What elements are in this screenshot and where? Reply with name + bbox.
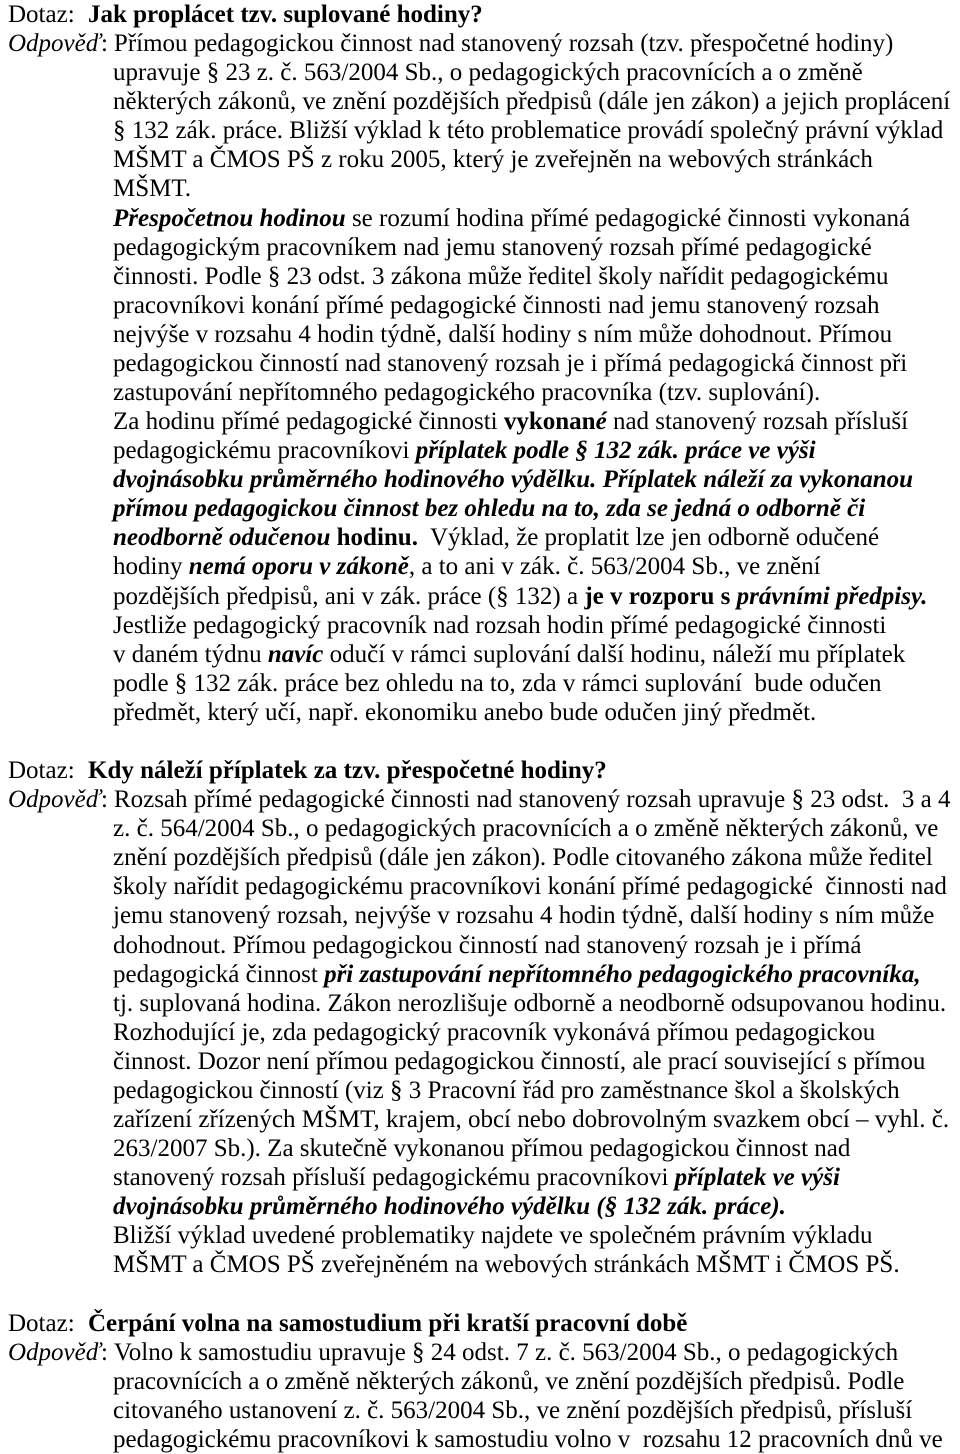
answer-text: 263/2007 Sb.). Za skutečně vykonanou přímou pedagogickou činnost nad [113,1135,851,1163]
answer-text: pedagogickému pracovníkovi k samostudiu volno v rozsahu 12 pracovních dnů ve [113,1425,943,1453]
answer-label-colon: : [100,786,108,814]
answer-line [0,262,960,291]
answer-text: pedagogickým pracovníkem nad jemu stanovený rozsah přímé pedagogické [113,233,872,261]
answer-text: v daném týdnu [113,640,268,668]
answer-line [0,552,960,581]
answer-text: Volno k samostudiu upravuje § 24 odst. 7 z. č. 563/2004 Sb., o pedagogických [113,1338,899,1366]
answer-text: z. č. 564/2004 Sb., o pedagogických pracovnících a o změně některých zákonů, ve [113,815,939,843]
answer-label: Odpověď [8,30,101,58]
answer-text: předmět, který učí, např. ekonomiku anebo bude odučen jiný předmět. [113,698,817,726]
emphasized-text: příplatek ve výši [674,1164,840,1192]
answer-text: zastupování nepřítomného pedagogického pracovníka (tzv. suplování). [113,379,821,407]
qa-section [0,756,960,1279]
answer-text: se rozumí hodina přímé pedagogické činnosti vykonaná [345,204,911,232]
answer-line [0,378,960,407]
emphasized-text: při zastupování nepřítomného pedagogického pracovníka, [324,960,921,988]
answer-line [0,843,960,872]
question-label: Dotaz: [8,1,75,28]
emphasized-text: dvojnásobku průměrného hodinového výdělku (§ 132 zák. práce). [113,1193,786,1221]
answer-text: MŠMT. [113,175,192,203]
answer-line [0,407,960,436]
answer-text: dohodnout. Přímou pedagogickou činností nad stanovený rozsah je i přímá [113,931,862,959]
answer-line [0,669,960,698]
answer-line [0,931,960,960]
answer-text: zařízení zřízených MŠMT, krajem, obcí nebo dobrovolným svazkem obcí – vyhl. č. [113,1105,950,1133]
answer-text: Přímou pedagogickou činnost nad stanovený rozsah (tzv. přespočetné hodiny) [113,30,894,58]
answer-line [0,87,960,116]
emphasized-text: navíc [267,640,324,668]
answer-first-line [0,1338,960,1367]
answer-text: pracovnících a o změně některých zákonů, ve znění pozdějších předpisů. Podle [113,1367,905,1395]
answer-text: nad stanovený rozsah přísluší [606,408,909,436]
question-label: Dotaz: [8,757,75,785]
answer-label: Odpověď [8,1338,101,1366]
qa-section [0,1309,960,1454]
answer-line [0,349,960,378]
answer-text: Jestliže pedagogický pracovník nad rozsah hodin přímé pedagogické činnosti [113,611,887,639]
emphasized-text: nemá oporu v zákoně [188,553,409,581]
answer-text: pedagogická činnost [113,960,325,988]
answer-line [0,1425,960,1454]
answer-text: , a to ani v zák. č. 563/2004 Sb., ve znění [408,553,821,581]
answer-line [0,1163,960,1192]
answer-text: Výklad, že proplatit lze jen odborně odučené [417,524,880,552]
answer-line [0,1076,960,1105]
answer-line [0,814,960,843]
answer-first-line [0,29,960,58]
answer-line [0,320,960,349]
answer-text: školy nařídit pedagogickému pracovníkovi konání přímé pedagogické činnosti nad [113,873,947,901]
answer-line [0,1221,960,1250]
answer-text: Rozhodující je, zda pedagogický pracovník vykonává přímou pedagogickou [113,1018,876,1046]
answer-line [0,1396,960,1425]
answer-text: činnost. Dozor není přímou pedagogickou činností, ale prací související s přímou [113,1047,926,1075]
answer-line [0,233,960,262]
answer-line [0,1134,960,1163]
answer-text: hodiny [113,553,189,581]
answer-text: pedagogickému pracovníkovi [113,437,416,465]
question-label: Dotaz: [8,1309,75,1337]
answer-text: některých zákonů, ve znění pozdějších předpisů (dále jen zákon) a jejich proplácení [113,88,951,116]
answer-label-colon: : [100,30,108,58]
answer-line [0,494,960,523]
answer-text: pracovníkovi konání přímé pedagogické činnosti nad jemu stanovený rozsah [113,291,880,319]
answer-line [0,611,960,640]
answer-first-line [0,785,960,814]
question-line [0,0,960,29]
question-line [0,1309,960,1338]
question-text: Jak proplácet tzv. suplované hodiny? [88,1,483,28]
emphasized-text: dvojnásobku průměrného hodinového výdělku. Příplatek náleží za vykonanou [113,466,914,494]
answer-text: Rozsah přímé pedagogické činnosti nad stanovený rozsah upravuje § 23 odst. 3 a 4 [113,786,951,814]
answer-text: MŠMT a ČMOS PŠ z roku 2005, který je zveřejněn na webových stránkách [113,146,873,174]
emphasized-text: é [595,408,607,436]
answer-text: odučí v rámci suplování další hodinu, náleží mu příplatek [323,640,906,668]
answer-line [0,960,960,989]
answer-line [0,989,960,1018]
answer-text: nejvýše v rozsahu 4 hodin týdně, další hodiny s ním může dohodnout. Přímou [113,320,893,348]
answer-line [0,1018,960,1047]
answer-text: stanovený rozsah přísluší pedagogickému pracovníkovi [113,1164,675,1192]
answer-line [0,523,960,552]
answer-text: jemu stanovený rozsah, nejvýše v rozsahu 4 hodin týdně, další hodiny s ním může [113,902,935,930]
answer-text: Bližší výklad uvedené problematiky najdete ve společném právním výkladu [113,1222,873,1250]
answer-line [0,174,960,203]
answer-text: pozdějších předpisů, ani v zák. práce (§ 132) a [113,582,585,610]
answer-text: § 132 zák. práce. Bližší výklad k této problematice provádí společný právní výklad [113,117,944,145]
answer-line [0,1250,960,1279]
answer-label: Odpověď [8,786,101,814]
question-text: Čerpání volna na samostudium při kratší pracovní době [88,1309,688,1337]
answer-text: pedagogickou činností (viz § 3 Pracovní řád pro zaměstnance škol a školských [113,1076,900,1104]
answer-line [0,145,960,174]
answer-line [0,1192,960,1221]
answer-line [0,901,960,930]
answer-line [0,872,960,901]
answer-line [0,1105,960,1134]
question-line [0,756,960,785]
answer-text: činnosti. Podle § 23 odst. 3 zákona může ředitel školy nařídit pedagogickému [113,262,889,290]
answer-text: znění pozdějších předpisů (dále jen zákon). Podle citovaného zákona může ředitel [113,844,933,872]
bold-text: hodinu. [330,524,418,552]
answer-line [0,58,960,87]
answer-text: podle § 132 zák. práce bez ohledu na to, zda v rámci suplování bude odučen [113,669,882,697]
answer-line [0,291,960,320]
emphasized-text: Přespočetnou hodinou [113,204,346,232]
answer-line [0,582,960,611]
answer-line [0,116,960,145]
answer-line [0,465,960,494]
answer-text: tj. suplovaná hodina. Zákon nerozlišuje odborně a neodborně odsupovanou hodinu. [113,989,947,1017]
answer-line [0,698,960,727]
answer-label-colon: : [100,1338,108,1366]
emphasized-text: příplatek podle § 132 zák. práce ve výši [415,437,816,465]
emphasized-text: neodborně odučenou [113,524,331,552]
answer-text: pedagogickou činností nad stanovený rozsah je i přímá pedagogická činnost při [113,349,908,377]
answer-line [0,436,960,465]
question-text: Kdy náleží příplatek za tzv. přespočetné hodiny? [88,757,607,785]
answer-line [0,640,960,669]
answer-text: upravuje § 23 z. č. 563/2004 Sb., o pedagogických pracovnících a o změně [113,59,863,87]
bold-text: vykonan [503,408,596,436]
answer-text: Za hodinu přímé pedagogické činnosti [113,408,504,436]
emphasized-text: právními předpisy. [736,582,928,610]
emphasized-text: přímou pedagogickou činnost bez ohledu na to, zda se jedná o odborně či [113,495,866,523]
answer-text: citovaného ustanovení z. č. 563/2004 Sb., ve znění pozdějších předpisů, přísluší [113,1396,913,1424]
answer-text: MŠMT a ČMOS PŠ zveřejněném na webových stránkách MŠMT i ČMOS PŠ. [113,1251,900,1279]
answer-line [0,204,960,233]
answer-line [0,1367,960,1396]
bold-text: je v rozporu s [584,582,737,610]
answer-line [0,1047,960,1076]
